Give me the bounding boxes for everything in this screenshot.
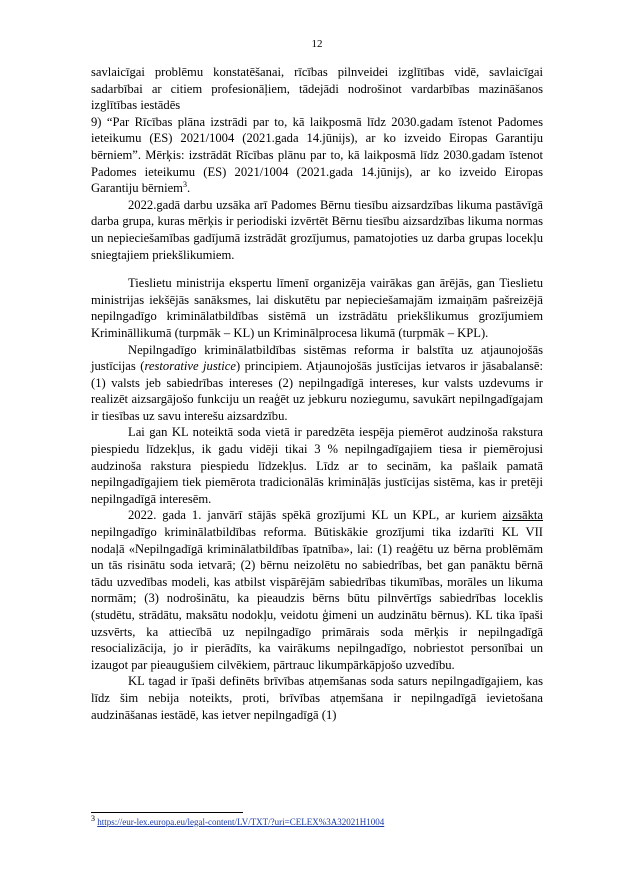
paragraph-3: 2022.gadā darbu uzsāka arī Padomes Bērnu tiesību aizsardzības likuma pastāvīgā darba grupa, kuras mērķis ir periodiski izvērtēt Bērnu tiesību aizsardzības likuma normas un nepieciešamības gadījumā izstrādāt grozījumus, pamatojoties uz darba grupas locekļu sniegtajiem priekšlikumiem. bbox=[91, 197, 543, 262]
paragraph-6: Lai gan KL noteiktā soda vietā ir paredzēta iespēja piemērot audzinoša rakstura piespiedu līdzekļus, ik gadu vidēji tikai 3 % nepilngadīgajiem tiesa ir piemērojusi audzinoša rakstura piespiedu līdzekļus. Līdz ar to secinām, ka pašlaik pamatā nepilngadīgajiem tiek piemērota tradicionālās krimināļās justīcijas sistēma, kas ir pretēji nepilngadīgā interesēm. bbox=[91, 425, 543, 506]
paragraph-7-rest: nepilngadīgo kriminālatbildības reforma. Būtiskākie grozījumi tika izdarīti KL VII nodaļā «Nepilngadīgā kriminālatbildības īpatnība», lai: (1) reaģētu uz bērna problēmām un tās risinātu soda ietvarā; (2) bērnu neizolētu no sabiedrības, bet gan panāktu bērnā tādu uzvedības modeli, kas atbilst vispārējām sabiedrības tikumības, morāles un likuma normām; (3) nodrošinātu, ka pieaudzis bērns būtu pilnvērtīgs sabiedrības loceklis (studētu, strādātu, maksātu nodokļu, veidotu ģimeni un audzinātu bērnus). KL tika īpaši uzsvērts, ka attiecībā uz nepilngadīgo primārais soda mērķis ir nepilngadīgā resocializācija, jo ir pierādīts, ka vairākums nepilngadīgo, nobriestot personībai un izaugot par pieaugušiem cilvēkiem, pārtrauc likumpārkāpjošo uzvedību. bbox=[91, 525, 543, 672]
paragraph-5-italic: restorative justice bbox=[144, 359, 236, 374]
paragraph-7 bbox=[91, 507, 543, 673]
paragraph-7-lead: 2022. gada 1. janvārī stājās spēkā grozījumi KL un KPL, ar kuriem bbox=[128, 508, 497, 523]
footnote-link[interactable]: https://eur-lex.europa.eu/legal-content/LV/TXT/?uri=CELEX%3A32021H1004 bbox=[97, 817, 385, 827]
footnote-number: 3 bbox=[91, 814, 95, 823]
footnote-ref[interactable]: 3 bbox=[182, 179, 187, 189]
paragraph-2: 9) “Par Rīcības plāna izstrādi par to, kā laikposmā līdz 2030.gadam īstenot Padomes ieteikumu (ES) 2021/1004 (2021.gada 14.jūnijs), ar ko izveido Eiropas Garantiju bērniem”. Mērķis: izstrādāt Rīcības plānu par to, kā laikposmā līdz 2030.gadam īstenot Padomes ieteikumu (ES) 2021/1004 (2021.gada 14.jūnijs), ar ko izveido Eiropas Garantiju bērniem$^3$. bbox=[91, 114, 543, 196]
paragraph-1: savlaicīgai problēmu konstatēšanai, rīcības pilnveidei izglītības vidē, savlaicīgai sadarbībai ar citiem profesionāļiem, tādejādi nodrošinot vardarbības mazināšanos izglītības iestādēs bbox=[91, 65, 543, 113]
page-number: 12 bbox=[311, 38, 323, 50]
paragraph-5-c: ) principiem. Atjaunojošās justīcijas ietvaros ir jāsabalansē: (1) valsts jeb sabiedrības intereses (2) nepilngadīgā intereses, kur valsts uzdevums ir realizēt aizsargājošo funkciju un reaģēt uz jebkuru noziegumu, savukārt nepilngadīgajam ir tiesības uz savu interešu aizsardzību. bbox=[91, 359, 544, 423]
paragraph-8: KL tagad ir īpaši definēts brīvības atņemšanas soda saturs nepilngadīgajiem, kas līdz šim nebija noteikts, proti, brīvības atņemšana ir nepilngadīgā ievietošana audzināšanas iestādē, kas ietver nepilngadīgā (1) bbox=[91, 674, 543, 722]
footnote-separator bbox=[91, 812, 243, 813]
body-text bbox=[91, 64, 543, 723]
paragraph-2-text: 9) “Par Rīcības plāna izstrādi par to, kā laikposmā līdz 2030.gadam īstenot Padomes ieteikumu (ES) 2021/1004 (2021.gada 14.jūnijs), ar ko izveido Eiropas Garantiju bērniem”. Mērķis: izstrādāt Rīcības plānu par to, kā laikposmā līdz 2030.gadam īstenot Padomes ieteikumu (ES) 2021/1004 (2021.gada 14.jūnijs), ar ko izveido Eiropas Garantiju bērniem bbox=[91, 114, 543, 196]
paragraph-4: Tieslietu ministrija ekspertu līmenī organizēja vairākas gan ārējās, gan Tieslietu ministrijas iekšējās sanāksmes, lai diskutētu par nepieciešamajām izmaiņām pašreizējā nepilngadīgo kriminālatbildības sistēmā un izstrādātu priekšlikumus grozījumiem Krimināllikumā (turpmāk – KL) un Kriminālprocesa likumā (turpmāk – KPL). bbox=[91, 276, 543, 340]
footnote bbox=[91, 814, 385, 827]
paragraph-5-a: Nepilngadīgo kriminālatbildības sistēmas reforma ir balstīta uz atjaunojošās justīcijas ( bbox=[91, 342, 543, 374]
paragraph-7-underlined: aizsākta bbox=[502, 508, 543, 523]
paragraph-5 bbox=[91, 342, 543, 425]
